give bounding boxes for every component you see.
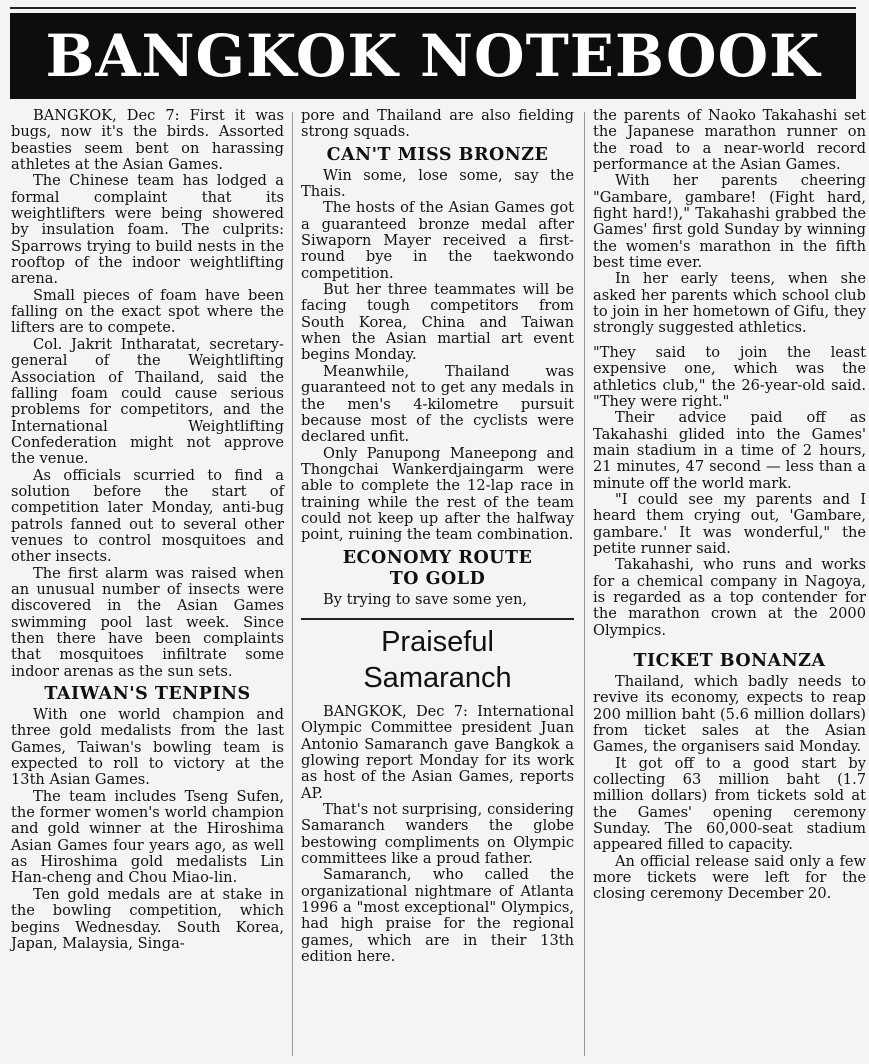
paragraph: With her parents cheering "Gambare, gambare! (Fight hard, fight hard!)," Takahashi grabbed the Games' first gold Sunday by winning the women's marathon in the fifth best time ever.: [593, 172, 866, 272]
paragraph: In her early teens, when she asked her parents which school club to join in her hometown of Gifu, they strongly suggested athletics.: [593, 270, 866, 337]
section-heading: TICKET BONANZA: [633, 651, 826, 671]
feature-headline-line: Samaranch: [363, 661, 512, 694]
paragraph: The first alarm was raised when an unusual number of insects were discovered in the Asian Games swimming pool last week. Since then there have been complaints that mosquitoes infiltrate some indoor arenas as the sun sets.: [11, 564, 284, 680]
paragraph: As officials scurried to find a solution before the start of competition later Monday, anti-bug patrols fanned out to several other venues to control mosquitoes and other insects.: [11, 466, 284, 566]
paragraph: "I could see my parents and I heard them crying out, 'Gambare, gambare.' It was wonderful," the petite runner said.: [593, 490, 866, 557]
paragraph: Only Panupong Maneepong and Thongchai Wankerdjaingarm were able to complete the 12-lap race in training while the rest of the team could not keep up after the halfway point, ruining the team combination.: [301, 444, 574, 544]
column-divider: [292, 112, 293, 1056]
paragraph: The Chinese team has lodged a formal complaint that its weightlifters were being showered by insulation foam. The culprits: Sparrows trying to build nests in the rooftop of the indoor weightlifting arena.: [11, 172, 284, 288]
paragraph: Thailand, which badly needs to revive its economy, expects to reap 200 million baht (5.6 million dollars) from ticket sales at the Asian Games, the organisers said Monday.: [593, 673, 866, 756]
masthead-title: BANGKOK NOTEBOOK: [10, 13, 856, 99]
top-rule: [10, 7, 856, 9]
feature-headline: [301, 618, 574, 696]
column-3: [593, 108, 866, 903]
paragraph: BANGKOK, Dec 7: First it was bugs, now it's the birds. Assorted beasties seem bent on harassing athletes at the Asian Games.: [11, 107, 284, 174]
paragraph: Meanwhile, Thailand was guaranteed not to get any medals in the men's 4-kilometre pursuit because most of the cyclists were declared unfit.: [301, 362, 574, 446]
paragraph: Col. Jakrit Intharatat, secretary-general of the Weightlifting Association of Thailand, said the falling foam could cause serious problems for competitors, and the International Weightlifting Confederation might not approve the venue.: [11, 335, 284, 468]
paragraph: That's not surprising, considering Samaranch wanders the globe bestowing compliments on Olympic committees like a proud father.: [301, 801, 574, 868]
section-heading: CAN'T MISS BRONZE: [326, 144, 549, 165]
paragraph: Ten gold medals are at stake in the bowling competition, which begins Wednesday. South Korea, Japan, Malaysia, Singa-: [11, 885, 284, 952]
paragraph: "They said to join the least expensive one, which was the athletics club," the 26-year-old said. "They were right.": [593, 343, 866, 410]
paragraph: By trying to save some yen,: [323, 590, 528, 608]
paragraph: It got off to a good start by collecting 63 million baht (1.7 million dollars) from tickets sold at the Games' opening ceremony Sunday. The 60,000-seat stadium appeared filled to capacity.: [593, 754, 866, 854]
paragraph: The hosts of the Asian Games got a guaranteed bronze medal after Siwaporn Mayer received a first-round bye in the taekwondo competition.: [301, 199, 574, 282]
paragraph: The team includes Tseng Sufen, the former women's world champion and gold winner at the Hiroshima Asian Games four years ago, as well as Hiroshima gold medalists Lin Han-cheng and Chou Miao-lin.: [11, 787, 284, 887]
column-divider: [584, 112, 585, 1056]
paragraph: Win some, lose some, say the Thais.: [301, 166, 574, 201]
column-1: [11, 108, 284, 952]
section-heading: TAIWAN'S TENPINS: [44, 684, 251, 705]
section-heading: TO GOLD: [389, 568, 486, 589]
paragraph: An official release said only a few more tickets were left for the closing ceremony December 20.: [593, 852, 866, 903]
paragraph: Small pieces of foam have been falling on the exact spot where the lifters are to compete.: [11, 286, 284, 337]
paragraph: Takahashi, who runs and works for a chemical company in Nagoya, is regarded as a top contender for the marathon crown at the 2000 Olympics.: [593, 556, 866, 639]
section-heading: ECONOMY ROUTE: [342, 547, 533, 568]
paragraph: Their advice paid off as Takahashi glided into the Games' main stadium in a time of 2 hours, 21 minutes, 47 second — less than a minute off the world mark.: [593, 409, 866, 492]
paragraph: Samaranch, who called the organizational nightmare of Atlanta 1996 a "most exceptional" Olympics, had high praise for the regional games, which are in their 13th edition here.: [301, 866, 574, 966]
paragraph: the parents of Naoko Takahashi set the Japanese marathon runner on the road to a near-world record performance at the Asian Games.: [593, 107, 866, 174]
feature-headline-line: Praiseful: [381, 625, 494, 658]
paragraph: With one world champion and three gold medalists from the last Games, Taiwan's bowling team is expected to roll to victory at the 13th Asian Games.: [11, 706, 284, 789]
column-2: [301, 108, 574, 965]
paragraph: pore and Thailand are also fielding strong squads.: [301, 107, 574, 141]
paragraph: But her three teammates will be facing tough competitors from South Korea, China and Taiwan when the Asian martial art event begins Monday.: [301, 281, 574, 364]
paragraph: BANGKOK, Dec 7: International Olympic Committee president Juan Antonio Samaranch gave Bangkok a glowing report Monday for its work as host of the Asian Games, reports AP.: [301, 702, 574, 802]
